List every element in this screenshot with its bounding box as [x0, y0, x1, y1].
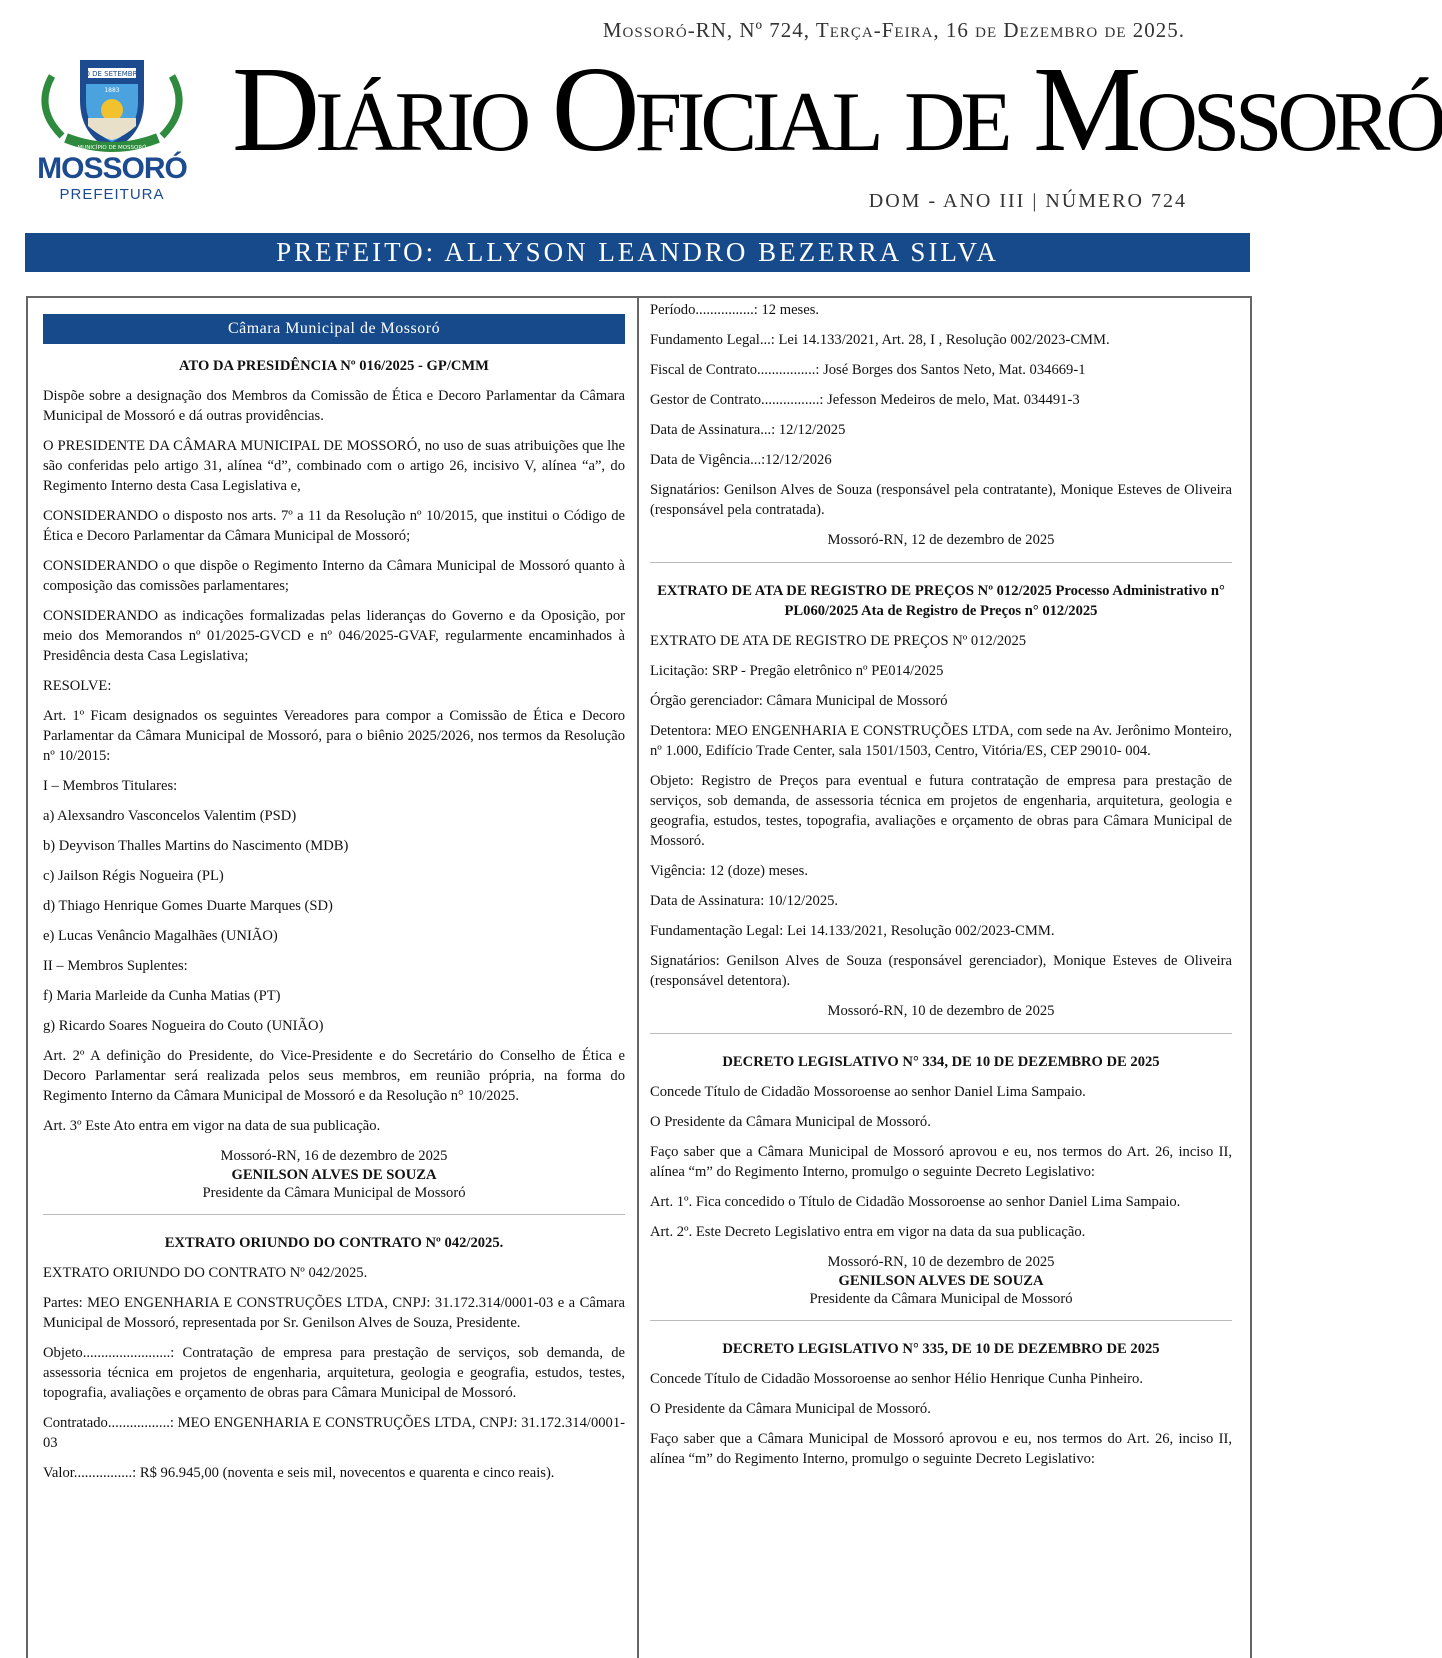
ata-licitacao: Licitação: SRP - Pregão eletrônico nº PE014/2025 — [650, 663, 944, 679]
left-column — [43, 300, 625, 1493]
extrato-subtitle: EXTRATO ORIUNDO DO CONTRATO Nº 042/2025. — [43, 1265, 368, 1281]
ata-title: EXTRATO DE ATA DE REGISTRO DE PREÇOS Nº 012/2025 Processo Administrativo n° PL060/2025 Ata de Registro de Preços n° 012/2025 — [657, 583, 1225, 619]
separator — [43, 1214, 625, 1215]
ata-date: Mossoró-RN, 10 de dezembro de 2025 — [827, 1003, 1055, 1019]
logo-bottom-text: MUNICÍPIO DE MOSSORÓ — [77, 145, 147, 151]
member-item: a) Alexsandro Vasconcelos Valentim (PSD) — [43, 808, 297, 824]
ato-date: Mossoró-RN, 16 de dezembro de 2025 — [220, 1148, 448, 1164]
suplentes-label: II – Membros Suplentes: — [43, 958, 188, 974]
ata-assinatura: Data de Assinatura: 10/12/2025. — [650, 893, 839, 909]
dl334-faco: Faço saber que a Câmara Municipal de Mossoró aprovou e eu, nos termos do Art. 26, inciso II, alínea “m” do Regimento Interno, promulgo o seguinte Decreto Legislativo: — [650, 1144, 1232, 1180]
ata-orgao: Órgão gerenciador: Câmara Municipal de Mossoró — [650, 693, 948, 709]
logo-name: MOSSORÓ — [37, 152, 187, 185]
member-item: c) Jailson Régis Nogueira (PL) — [43, 868, 224, 884]
separator — [650, 562, 1232, 563]
dl334-ementa: Concede Título de Cidadão Mossoroense ao senhor Daniel Lima Sampaio. — [650, 1084, 1086, 1100]
section-title: Câmara Municipal de Mossoró — [43, 314, 625, 344]
dl335-faco: Faço saber que a Câmara Municipal de Mossoró aprovou e eu, nos termos do Art. 26, inciso II, alínea “m” do Regimento Interno, promulgo o seguinte Decreto Legislativo: — [650, 1431, 1232, 1467]
dateline: Mossoró-RN, Nº 724, Terça-Feira, 16 de Dezembro de 2025. — [602, 18, 1185, 42]
masthead-title: Diário Oficial de Mossoró — [232, 42, 1442, 177]
dl335-preamble: O Presidente da Câmara Municipal de Mossoró. — [650, 1401, 931, 1417]
contrato-assinatura: Data de Assinatura...: 12/12/2025 — [650, 422, 846, 438]
ato-ementa: Dispõe sobre a designação dos Membros da Comissão de Ética e Decoro Parlamentar da Câmara Municipal de Mossoró e dá outras providências. — [43, 388, 625, 424]
ato-considerando-2: CONSIDERANDO o que dispõe o Regimento Interno da Câmara Municipal de Mossoró quanto à composição das comissões parlamentares; — [43, 558, 625, 594]
dl335-ementa: Concede Título de Cidadão Mossoroense ao senhor Hélio Henrique Cunha Pinheiro. — [650, 1371, 1143, 1387]
ata-fundamentacao: Fundamentação Legal: Lei 14.133/2021, Resolução 002/2023-CMM. — [650, 923, 1055, 939]
dl335-title: DECRETO LEGISLATIVO N° 335, DE 10 DE DEZEMBRO DE 2025 — [722, 1341, 1160, 1357]
member-item: b) Deyvison Thalles Martins do Nascimento (MDB) — [43, 838, 349, 854]
extrato-valor: Valor................: R$ 96.945,00 (noventa e seis mil, novecentos e quarenta e cinco reais). — [43, 1465, 555, 1481]
ato-preamble: O PRESIDENTE DA CÂMARA MUNICIPAL DE MOSSORÓ, no uso de suas atribuições que lhe são conferidas pelo artigo 31, alínea “d”, combinado com o artigo 26, incisivo V, alínea “a”, do Regimento Interno desta Casa Legislativa e, — [43, 438, 625, 494]
dl334-title: DECRETO LEGISLATIVO N° 334, DE 10 DE DEZEMBRO DE 2025 — [722, 1054, 1160, 1070]
member-item: f) Maria Marleide da Cunha Matias (PT) — [43, 988, 281, 1004]
separator — [650, 1033, 1232, 1034]
extrato-objeto: Objeto........................: Contratação de empresa para prestação de serviços, sob demanda, de assessoria técnica em projetos de engenharia, arquitetura, geologia e geografia, estudos, testes, topografia, avaliações e orçamento de obras para Câmara Municipal de Mossoró. — [43, 1345, 625, 1401]
ato-art2: Art. 2º A definição do Presidente, do Vice-Presidente e do Secretário do Conselho de Ética e Decoro Parlamentar será realizada pelos seus membros, em reunião própria, na forma do Regimento Interno da Câmara Municipal de Mossoró e da Resolução n° 10/2025. — [43, 1048, 625, 1104]
contrato-signatarios: Signatários: Genilson Alves de Souza (responsável pela contratante), Monique Esteves de Oliveira (responsável pela contratada). — [650, 482, 1232, 518]
ata-subtitle: EXTRATO DE ATA DE REGISTRO DE PREÇOS Nº 012/2025 — [650, 633, 1027, 649]
contrato-fundamento: Fundamento Legal...: Lei 14.133/2021, Art. 28, I , Resolução 002/2023-CMM. — [650, 332, 1110, 348]
contrato-vigencia: Data de Vigência...:12/12/2026 — [650, 452, 832, 468]
contrato-fiscal: Fiscal de Contrato................: José Borges dos Santos Neto, Mat. 034669-1 — [650, 362, 1086, 378]
ata-objeto: Objeto: Registro de Preços para eventual e futura contratação de empresa para prestação de serviços, sob demanda, de assessoria técnica em projetos de engenharia, arquitetura, geologia e geografia, estudos, testes, topografia, avaliações e orçamento de obras para Câmara Municipal de Mossoró. — [650, 773, 1232, 849]
ata-vigencia: Vigência: 12 (doze) meses. — [650, 863, 808, 879]
member-item: d) Thiago Henrique Gomes Duarte Marques (SD) — [43, 898, 333, 914]
contrato-date: Mossoró-RN, 12 de dezembro de 2025 — [827, 532, 1055, 548]
signer-role: Presidente da Câmara Municipal de Mossoró — [809, 1291, 1073, 1307]
ato-art1: Art. 1º Ficam designados os seguintes Vereadores para compor a Comissão de Ética e Decoro Parlamentar da Câmara Municipal de Mossoró, para o biênio 2025/2026, nos termos da Resolução nº 10/2015: — [43, 708, 625, 764]
contrato-periodo: Período................: 12 meses. — [650, 302, 820, 318]
logo-subtitle: PREFEITURA — [59, 186, 165, 203]
ato-considerando-1: CONSIDERANDO o disposto nos arts. 7º a 11 da Resolução nº 10/2015, que institui o Código de Ética e Decoro Parlamentar da Câmara Municipal de Mossoró; — [43, 508, 625, 544]
column-divider — [637, 298, 639, 1658]
member-item: g) Ricardo Soares Nogueira do Couto (UNIÃO) — [43, 1018, 324, 1034]
dl334-preamble: O Presidente da Câmara Municipal de Mossoró. — [650, 1114, 931, 1130]
ata-signatarios: Signatários: Genilson Alves de Souza (responsável gerenciador), Monique Esteves de Oliveira (responsável detentora). — [650, 953, 1232, 989]
extrato-title: EXTRATO ORIUNDO DO CONTRATO Nº 042/2025. — [164, 1235, 504, 1251]
ato-considerando-3: CONSIDERANDO as indicações formalizadas pelas lideranças do Governo e da Oposição, por meio dos Memorandos nº 01/2025-GVCD e nº 046/2025-GVAF, regularmente encaminhados à Presidência desta Casa Legislativa; — [43, 608, 625, 664]
ato-resolve: RESOLVE: — [43, 678, 112, 694]
titulares-label: I – Membros Titulares: — [43, 778, 178, 794]
dl334-art2: Art. 2º. Este Decreto Legislativo entra em vigor na data da sua publicação. — [650, 1224, 1086, 1240]
logo-ring-text: 30 DE SETEMBRO — [81, 70, 143, 78]
ato-art3: Art. 3º Este Ato entra em vigor na data de sua publicação. — [43, 1118, 381, 1134]
contrato-gestor: Gestor de Contrato................: Jefesson Medeiros de melo, Mat. 034491-3 — [650, 392, 1080, 408]
dl334-art1: Art. 1º. Fica concedido o Título de Cidadão Mossoroense ao senhor Daniel Lima Sampaio. — [650, 1194, 1181, 1210]
member-item: e) Lucas Venâncio Magalhães (UNIÃO) — [43, 928, 278, 944]
edition-info: DOM - ANO III | NÚMERO 724 — [868, 190, 1187, 212]
signer-role: Presidente da Câmara Municipal de Mossoró — [202, 1185, 466, 1201]
dl334-date: Mossoró-RN, 10 de dezembro de 2025 — [827, 1254, 1055, 1270]
ato-title: ATO DA PRESIDÊNCIA Nº 016/2025 - GP/CMM — [179, 358, 489, 374]
separator — [650, 1320, 1232, 1321]
extrato-contratado: Contratado.................: MEO ENGENHARIA E CONSTRUÇÕES LTDA, CNPJ: 31.172.314/0001-03 — [43, 1415, 625, 1451]
dl334-signature — [650, 1272, 1232, 1308]
extrato-partes: Partes: MEO ENGENHARIA E CONSTRUÇÕES LTDA, CNPJ: 31.172.314/0001-03 e a Câmara Municipal de Mossoró, representada por Sr. Genilson Alves de Souza, Presidente. — [43, 1295, 625, 1331]
signer-name: GENILSON ALVES DE SOUZA — [231, 1167, 437, 1183]
logo-ring-year: 1883 — [104, 87, 120, 94]
ata-detentora: Detentora: MEO ENGENHARIA E CONSTRUÇÕES LTDA, com sede na Av. Jerônimo Monteiro, nº 1.000, Edifício Trade Center, sala 1501/1503, Centro, Vitória/ES, CEP 29010- 004. — [650, 723, 1232, 759]
ato-signature — [43, 1166, 625, 1202]
right-column — [650, 300, 1232, 1479]
mayor-banner: PREFEITO: ALLYSON LEANDRO BEZERRA SILVA — [25, 233, 1250, 272]
signer-name: GENILSON ALVES DE SOUZA — [838, 1273, 1044, 1289]
